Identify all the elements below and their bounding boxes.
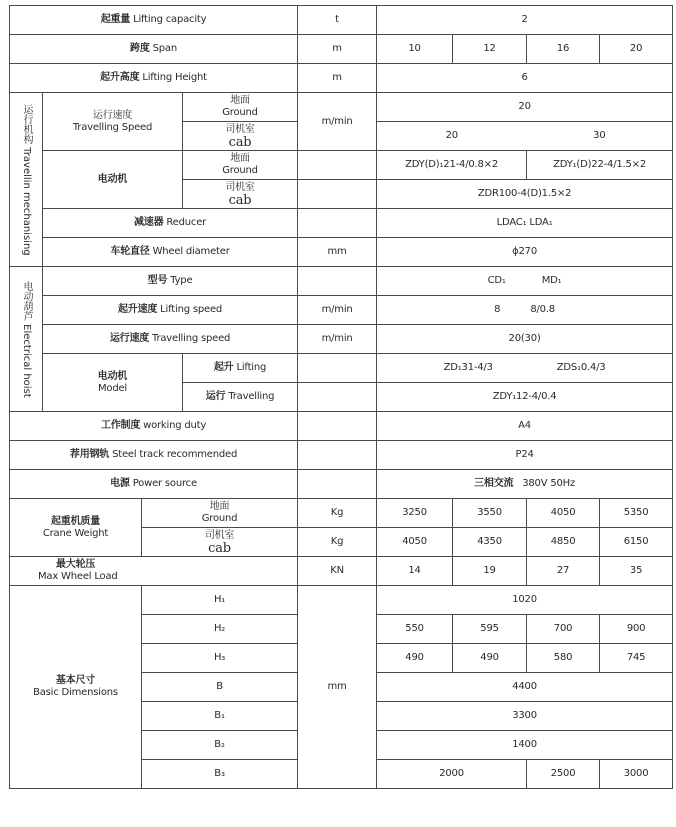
unit: [298, 151, 377, 180]
label-en: Wheel diameter: [152, 246, 230, 257]
label: [10, 470, 298, 499]
label-en: Lifting: [236, 362, 267, 373]
unit: [298, 383, 377, 412]
value: ZDR100-4(D)1.5×2: [377, 180, 673, 209]
label-zh: 最大轮压: [56, 559, 96, 570]
label-zh: 起升高度: [100, 72, 140, 83]
value: 14: [377, 557, 453, 586]
value: A4: [377, 412, 673, 441]
sub-label: B₁: [142, 702, 298, 731]
row-max-wheel-load: [10, 557, 673, 586]
value: 1020: [377, 586, 673, 615]
value: ZDY(D)₁21-4/0.8×2: [377, 151, 527, 180]
label-en: Crane Weight: [42, 527, 109, 539]
sub-label: [142, 528, 298, 557]
unit: mm: [298, 586, 377, 789]
value: 745: [600, 644, 673, 673]
label: [10, 64, 298, 93]
value: 10: [377, 35, 453, 64]
row-hoist-travelling-speed: [10, 325, 673, 354]
label: [43, 296, 298, 325]
sub-label: B₂: [142, 731, 298, 760]
sub-label: [183, 180, 298, 209]
value-part: ZD₁31-4/3: [443, 362, 493, 373]
label: [10, 35, 298, 64]
label-en: Lifting speed: [160, 304, 223, 315]
row-type: [10, 267, 673, 296]
row-span: [10, 35, 673, 64]
row-working-duty: [10, 412, 673, 441]
value: 490: [377, 644, 453, 673]
row-crane-weight-ground: [10, 499, 673, 528]
label-zh: 司机室: [204, 529, 235, 541]
value: 490: [453, 644, 527, 673]
label-en: Reducer: [166, 217, 207, 228]
row-reducer: [10, 209, 673, 238]
label-en: Travelling: [228, 391, 275, 402]
value: 2: [377, 6, 673, 35]
value: 900: [600, 615, 673, 644]
unit: Kg: [298, 528, 377, 557]
crane-spec-table: [9, 5, 673, 789]
sub-label: [142, 499, 298, 528]
value: [377, 470, 673, 499]
unit: [298, 412, 377, 441]
value: [377, 354, 673, 383]
row-travel-motor-ground: [10, 151, 673, 180]
label-en: Steel track recommended: [112, 449, 238, 460]
label-en: Basic Dimensions: [33, 687, 118, 698]
value: 550: [377, 615, 453, 644]
label-en: Ground: [222, 107, 258, 118]
value-part: 380V 50Hz: [522, 478, 576, 489]
sub-label: B₃: [142, 760, 298, 789]
label-zh: 起升速度: [117, 304, 158, 315]
label-en: Model: [97, 382, 128, 394]
label-en: Travelling Speed: [72, 121, 153, 133]
value-part: 8: [494, 304, 501, 315]
label: [10, 499, 142, 557]
label-zh: 司机室: [225, 181, 255, 193]
label-en: cab: [228, 134, 252, 150]
group-label: 电动葫芦 Electrical hoist: [21, 280, 32, 398]
label: [10, 441, 298, 470]
label: [10, 6, 298, 35]
value: 20: [377, 93, 673, 122]
row-travelling-speed-ground: [10, 93, 673, 122]
group-label: 运行机构 Travellin mechanising: [21, 103, 32, 256]
label-zh: 地面: [230, 95, 250, 106]
value: 2000: [377, 760, 527, 789]
unit: mm: [298, 238, 377, 267]
row-lifting-capacity: [10, 6, 673, 35]
value: 30: [527, 122, 673, 151]
value: 3000: [600, 760, 673, 789]
label-zh: 电源: [110, 478, 130, 489]
label-en: Max Wheel Load: [38, 571, 118, 582]
sub-label: H₃: [142, 644, 298, 673]
label: [43, 354, 183, 412]
value: 3300: [377, 702, 673, 731]
sub-label: [183, 383, 298, 412]
label-en: working duty: [143, 420, 207, 431]
label-zh: 型号: [147, 275, 168, 286]
label-zh: 跨度: [130, 43, 150, 54]
value: ZDY₁12-4/0.4: [377, 383, 673, 412]
label-zh: 地面: [230, 153, 250, 164]
value-part: MD₁: [541, 275, 562, 286]
value: 700: [527, 615, 600, 644]
label: 电动机: [43, 151, 183, 209]
unit: [298, 470, 377, 499]
value: 4400: [377, 673, 673, 702]
label-en: Lifting Height: [142, 72, 207, 83]
value: 6: [377, 64, 673, 93]
row-wheel-diameter: [10, 238, 673, 267]
value: [377, 267, 673, 296]
sub-label: [183, 122, 298, 151]
label-zh: 荐用钢轨: [69, 449, 110, 460]
value: 3550: [453, 499, 527, 528]
label-zh: 运行速度: [92, 109, 133, 121]
label: [10, 557, 298, 586]
unit: m/min: [298, 296, 377, 325]
label-zh: 起重机质量: [51, 515, 100, 527]
value: 3250: [377, 499, 453, 528]
label-zh: 起重量: [100, 14, 131, 25]
label-zh: 电动机: [97, 370, 128, 382]
unit: [298, 267, 377, 296]
row-dim-h1: [10, 586, 673, 615]
value: ZDY₁(D)22-4/1.5×2: [527, 151, 673, 180]
label-zh: 地面: [209, 501, 230, 512]
value: 595: [453, 615, 527, 644]
label-zh: 起升: [213, 362, 234, 373]
value: 5350: [600, 499, 673, 528]
value: [377, 296, 673, 325]
label: [43, 93, 183, 151]
label-zh: 运行速度: [109, 333, 150, 344]
sub-label: [183, 354, 298, 383]
value-part: 8/0.8: [530, 304, 555, 315]
label: [10, 586, 142, 789]
label-en: Ground: [201, 513, 238, 524]
label-en: Travelling speed: [152, 333, 231, 344]
label-zh: 运行: [205, 391, 226, 402]
label-zh: 工作制度: [100, 420, 141, 431]
label-zh: 车轮直径: [110, 246, 150, 257]
value: 35: [600, 557, 673, 586]
unit: KN: [298, 557, 377, 586]
value: 20: [377, 122, 527, 151]
row-lifting-speed: [10, 296, 673, 325]
sub-label: B: [142, 673, 298, 702]
value: 4050: [527, 499, 600, 528]
label-en: cab: [208, 540, 231, 556]
label-en: Span: [152, 43, 177, 54]
label-en: Lifting capacity: [133, 14, 207, 25]
row-hoist-motor-lifting: [10, 354, 673, 383]
unit: [298, 441, 377, 470]
value: 4350: [453, 528, 527, 557]
label-zh: 基本尺寸: [55, 675, 96, 686]
unit: [298, 180, 377, 209]
value: 12: [453, 35, 527, 64]
label-zh: 司机室: [225, 123, 255, 135]
value-zh: 三相交流: [474, 478, 514, 489]
value: LDAC₁ LDA₁: [377, 209, 673, 238]
value: 16: [527, 35, 600, 64]
value: 20(30): [377, 325, 673, 354]
value: 27: [527, 557, 600, 586]
label-zh: 减速器: [133, 217, 164, 228]
group-electrical-hoist: [10, 267, 43, 412]
value: ϕ270: [377, 238, 673, 267]
label-en: cab: [228, 192, 252, 208]
value: P24: [377, 441, 673, 470]
label-en: Ground: [222, 165, 258, 176]
value: 1400: [377, 731, 673, 760]
unit: t: [298, 6, 377, 35]
unit: [298, 209, 377, 238]
unit: m/min: [298, 325, 377, 354]
value: 2500: [527, 760, 600, 789]
sub-label: H₁: [142, 586, 298, 615]
unit: Kg: [298, 499, 377, 528]
label: [10, 412, 298, 441]
value: 20: [600, 35, 673, 64]
row-lifting-height: [10, 64, 673, 93]
label: [43, 325, 298, 354]
label: [43, 267, 298, 296]
group-travelling-mechanism: [10, 93, 43, 267]
value: 580: [527, 644, 600, 673]
value-part: CD₁: [487, 275, 506, 286]
value: 4050: [377, 528, 453, 557]
unit: m: [298, 35, 377, 64]
row-power-source: [10, 470, 673, 499]
value: 19: [453, 557, 527, 586]
label: [43, 209, 298, 238]
label-en: Type: [170, 275, 193, 286]
sub-label: [183, 93, 298, 122]
unit: [298, 354, 377, 383]
unit: m: [298, 64, 377, 93]
value: 6150: [600, 528, 673, 557]
sub-label: [183, 151, 298, 180]
value: 4850: [527, 528, 600, 557]
label: [43, 238, 298, 267]
label-en: Power source: [132, 478, 197, 489]
sub-label: H₂: [142, 615, 298, 644]
row-steel-track: [10, 441, 673, 470]
value-part: ZDS₁0.4/3: [556, 362, 606, 373]
unit: m/min: [298, 93, 377, 151]
